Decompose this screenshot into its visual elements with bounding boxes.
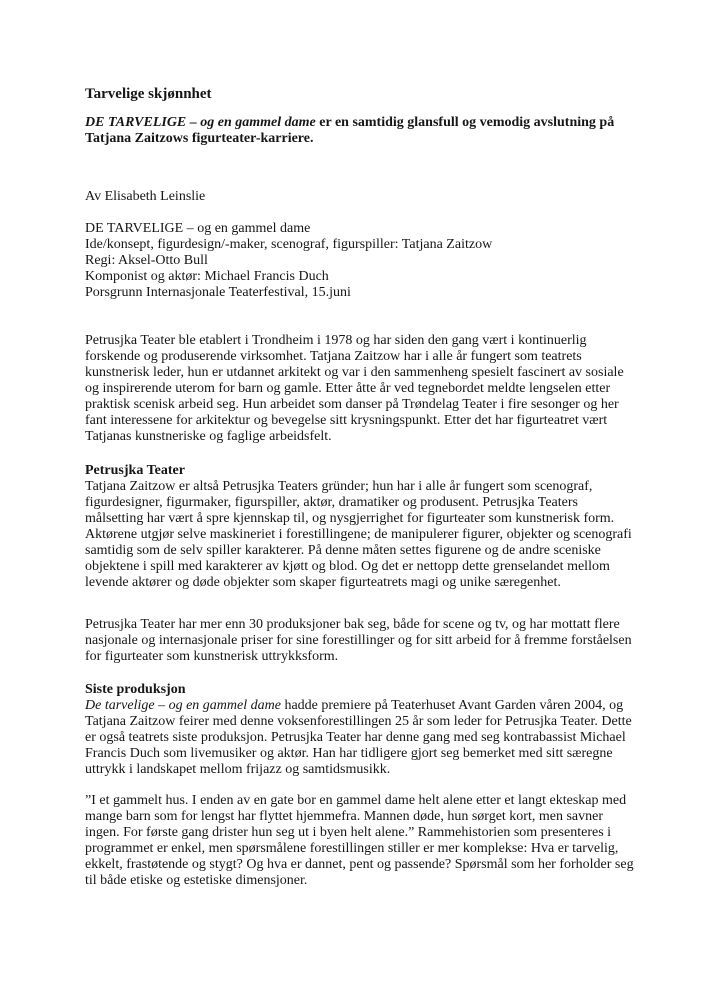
section-heading-petrusjka-teater: Petrusjka Teater <box>85 463 185 478</box>
paragraph-story-quote: ”I et gammelt hus. I enden av en gate bor en gammel dame helt alene etter et langt ekteskap med mange barn som for lengst har flyttet hjemmefra. Mannen døde, hun sørget kort, men savner ingen. For første gang drister hun seg ut i byen helt alene.” Rammehistorien som presenteres i programmet er enkel, men spørsmålene forestillingen stiller er mer komplekse: Hva er tarvelig, ekkelt, frastøtende og stygt? Og hva er dannet, pent og passende? Spørsmål som her forholder seg til både etiske og estetiske dimensjoner. <box>85 793 634 888</box>
premiere-text: hadde premiere på Teaterhuset Avant Garden våren 2004, og Tatjana Zaitzow feirer med denne voksenforestillingen 25 år som leder for Petrusjka Teater. Dette er også teatrets siste produksjon. Petrusjka Teater har denne gang med seg kontrabassist Michael Francis Duch som livemusiker og aktør. Han har tidligere gjort seg bemerket med sitt særegne uttrykk i landskapet mellom frijazz og samtidsmusikk. <box>85 698 632 777</box>
article-lede <box>85 115 635 147</box>
byline: Av Elisabeth Leinslie <box>85 189 206 204</box>
credits-block <box>85 221 635 301</box>
paragraph-productions-awards: Petrusjka Teater har mer enn 30 produksjoner bak seg, både for scene og tv, og har mottatt flere nasjonale og internasjonale priser for sine forestillinger og for sitt arbeid for å fremme forståelsen for figurteater som kunstnerisk uttrykksform. <box>85 617 632 664</box>
section-siste-produksjon <box>85 682 635 889</box>
credit-director: Regi: Aksel-Otto Bull <box>85 253 208 268</box>
credit-festival: Porsgrunn Internasjonale Teaterfestival, 15.juni <box>85 285 351 300</box>
lede-text: er en samtidig glansfull og vemodig avslutning på Tatjana Zaitzows figurteater-karriere. <box>85 115 615 146</box>
production-title-italic: De tarvelige – og en gammel dame <box>85 698 281 713</box>
paragraph-founder: Tatjana Zaitzow er altså Petrusjka Teaters gründer; hun har i alle år fungert som scenograf, figurdesigner, figurmaker, figurspiller, aktør, dramatiker og produsent. Petrusjka Teaters målsetting har vært å spre kjennskap til, og nysgjerrighet for figurteater som kunstnerisk form. Aktørene utgjør selve maskineriet i forestillingene; de manipulerer figurer, objekter og scenografi samtidig som de selv spiller karakterer. På denne måten settes figurene og de andre sceniske objektene i spill med karakterer av kjøtt og blod. Og det er nettopp dette grenselandet mellom levende aktører og døde objekter som skaper figurteatrets magi og unike særegenhet. <box>85 479 632 590</box>
paragraph-company-history: Petrusjka Teater ble etablert i Trondheim i 1978 og har siden den gang vært i kontinuerlig forskende og produserende virksomhet. Tatjana Zaitzow har i alle år fungert som teatrets kunstnerisk leder, hun er utdannet arkitekt og var i den sammenheng spesielt fascinert av sosiale og inspirerende uterom for barn og gamle. Etter åtte år ved tegnebordet meldte lengselen etter praktisk scenisk arbeid seg. Hun arbeidet som danser på Trøndelag Teater i fire sesonger og her fant interessene for arkitektur og bevegelse sitt krysningspunkt. Etter det har figurteatret vært Tatjanas kunstneriske og faglige arbeidsfelt. <box>85 333 624 444</box>
section-petrusjka-teater <box>85 463 635 665</box>
credit-production-title: DE TARVELIGE – og en gammel dame <box>85 221 311 236</box>
article-title: Tarvelige skjønnhet <box>85 86 212 102</box>
production-title-lede: DE TARVELIGE – og en gammel dame <box>85 115 316 130</box>
credit-composer-actor: Komponist og aktør: Michael Francis Duch <box>85 269 329 284</box>
section-heading-siste-produksjon: Siste produksjon <box>85 682 186 697</box>
paragraph-premiere <box>85 698 635 778</box>
credit-concept-design: Ide/konsept, figurdesign/-maker, scenograf, figurspiller: Tatjana Zaitzow <box>85 237 493 252</box>
